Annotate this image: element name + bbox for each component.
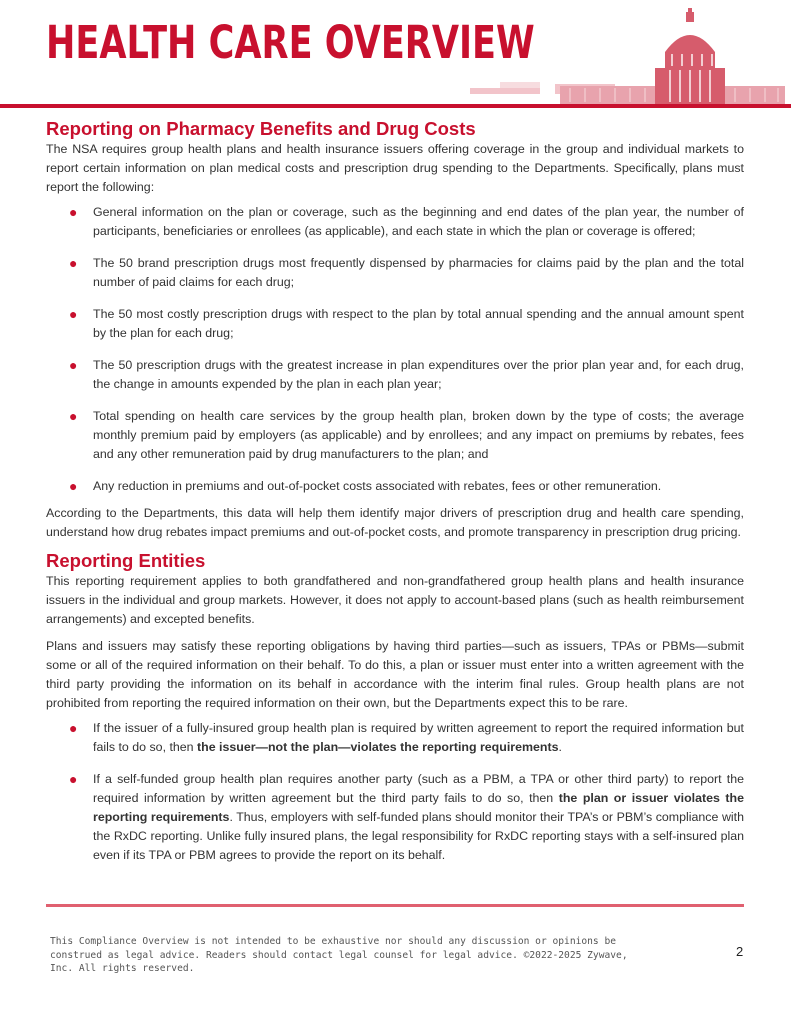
list-item-text: The 50 brand prescription drugs most frequently dispensed by pharmacies for claims paid by the plan and the total number of paid claims for each drug; bbox=[93, 256, 744, 289]
list-item-text: If the issuer of a fully-insured group health plan is required by written agreement to report the required information but fails to do so, then bbox=[93, 721, 744, 754]
list-item-text: Total spending on health care services by the group health plan, broken down by the type of costs; the average monthly premium paid by employers (as applicable) and by enrollees; and any impact on premiums by rebates, fees and any other remuneration paid by drug manufacturers to the plan; and bbox=[93, 409, 744, 461]
list-item-text: The 50 most costly prescription drugs with respect to the plan by total annual spending and the annual amount spent by the plan for each drug; bbox=[93, 307, 744, 340]
bullet-dot-icon: ● bbox=[69, 720, 78, 736]
main-content bbox=[46, 118, 744, 878]
list-item-text: If a self-funded group health plan requires another party (such as a PBM, a TPA or other third party) to report the required information by written agreement but the third party fails to do so, then bbox=[93, 772, 744, 805]
requirements-list bbox=[46, 203, 744, 496]
list-item bbox=[46, 770, 744, 865]
bullet-dot-icon: ● bbox=[69, 478, 78, 494]
page-number: 2 bbox=[736, 944, 744, 959]
list-item bbox=[46, 407, 744, 464]
list-item bbox=[46, 254, 744, 292]
bullet-dot-icon: ● bbox=[69, 357, 78, 373]
list-item-text-end: . bbox=[558, 740, 562, 754]
list-item bbox=[46, 719, 744, 757]
list-item bbox=[46, 305, 744, 343]
section-heading-entities: Reporting Entities bbox=[46, 550, 206, 571]
list-item-text: The 50 prescription drugs with the greatest increase in plan expenditures over the prior plan year and, for each drug, the change in amounts expended by the plan in each plan year; bbox=[93, 358, 744, 391]
emphasis-text: the issuer—not the plan—violates the reporting requirements bbox=[197, 740, 559, 754]
footer-rule bbox=[46, 904, 744, 907]
bullet-dot-icon: ● bbox=[69, 306, 78, 322]
list-item bbox=[46, 203, 744, 241]
bullet-dot-icon: ● bbox=[69, 771, 78, 787]
page-title: HEALTH CARE OVERVIEW bbox=[46, 16, 535, 69]
page-header bbox=[0, 0, 791, 112]
entities-paragraph-2: Plans and issuers may satisfy these reporting obligations by having third parties—such as issuers, TPAs or PBMs—submit some or all of the required information on their behalf. To do this, a plan or issuer must enter into a written agreement with the third party providing the information on its behalf in accordance with the interim final rules. Group health plans are not prohibited from reporting the required information on their own, but the Departments expect this to be rare. bbox=[46, 639, 744, 710]
bullet-dot-icon: ● bbox=[69, 408, 78, 424]
violations-list bbox=[46, 719, 744, 865]
bullet-dot-icon: ● bbox=[69, 204, 78, 220]
entities-paragraph-1: This reporting requirement applies to both grandfathered and non-grandfathered group health plans and health insurance issuers in the individual and group markets. However, it does not apply to account-based plans (such as health reimbursement arrangements) and excepted benefits. bbox=[46, 574, 744, 626]
bullet-dot-icon: ● bbox=[69, 255, 78, 271]
list-item-text-end: . Thus, employers with self-funded plans should monitor their TPA’s or PBM’s compliance with the RxDC reporting. Unlike fully insured plans, the legal responsibility for RxDC reporting stays with a self-insured plan even if its TPA or PBM agrees to provide the report on its behalf. bbox=[93, 810, 744, 862]
list-item-text: General information on the plan or coverage, such as the beginning and end dates of the plan year, the number of participants, beneficiaries or enrollees (as applicable), and each state in which the plan or coverage is offered; bbox=[93, 205, 744, 238]
list-item bbox=[46, 477, 744, 496]
list-item bbox=[46, 356, 744, 394]
list-item-text: Any reduction in premiums and out-of-pocket costs associated with rebates, fees or other remuneration. bbox=[93, 479, 662, 493]
section-closing: According to the Departments, this data will help them identify major drivers of prescription drug and health care spending, understand how drug rebates impact premiums and out-of-pocket costs, and promote transparency in prescription drug pricing. bbox=[46, 506, 744, 539]
section-heading-pharmacy: Reporting on Pharmacy Benefits and Drug Costs bbox=[46, 118, 476, 139]
header-rule bbox=[0, 104, 791, 108]
capitol-building-icon bbox=[460, 8, 790, 106]
section-intro: The NSA requires group health plans and health insurance issuers offering coverage in the group and individual markets to report certain information on plan medical costs and prescription drug spending to the Departments. Specifically, plans must report the following: bbox=[46, 142, 744, 194]
emphasis-text: the plan or issuer violates the reporting requirements bbox=[93, 791, 744, 824]
footer-disclaimer: This Compliance Overview is not intended to be exhaustive nor should any discussion or opinions be construed as legal advice. Readers should contact legal counsel for legal advice. ©2022-2025 Zywave, Inc. All rights reserved. bbox=[50, 936, 628, 974]
